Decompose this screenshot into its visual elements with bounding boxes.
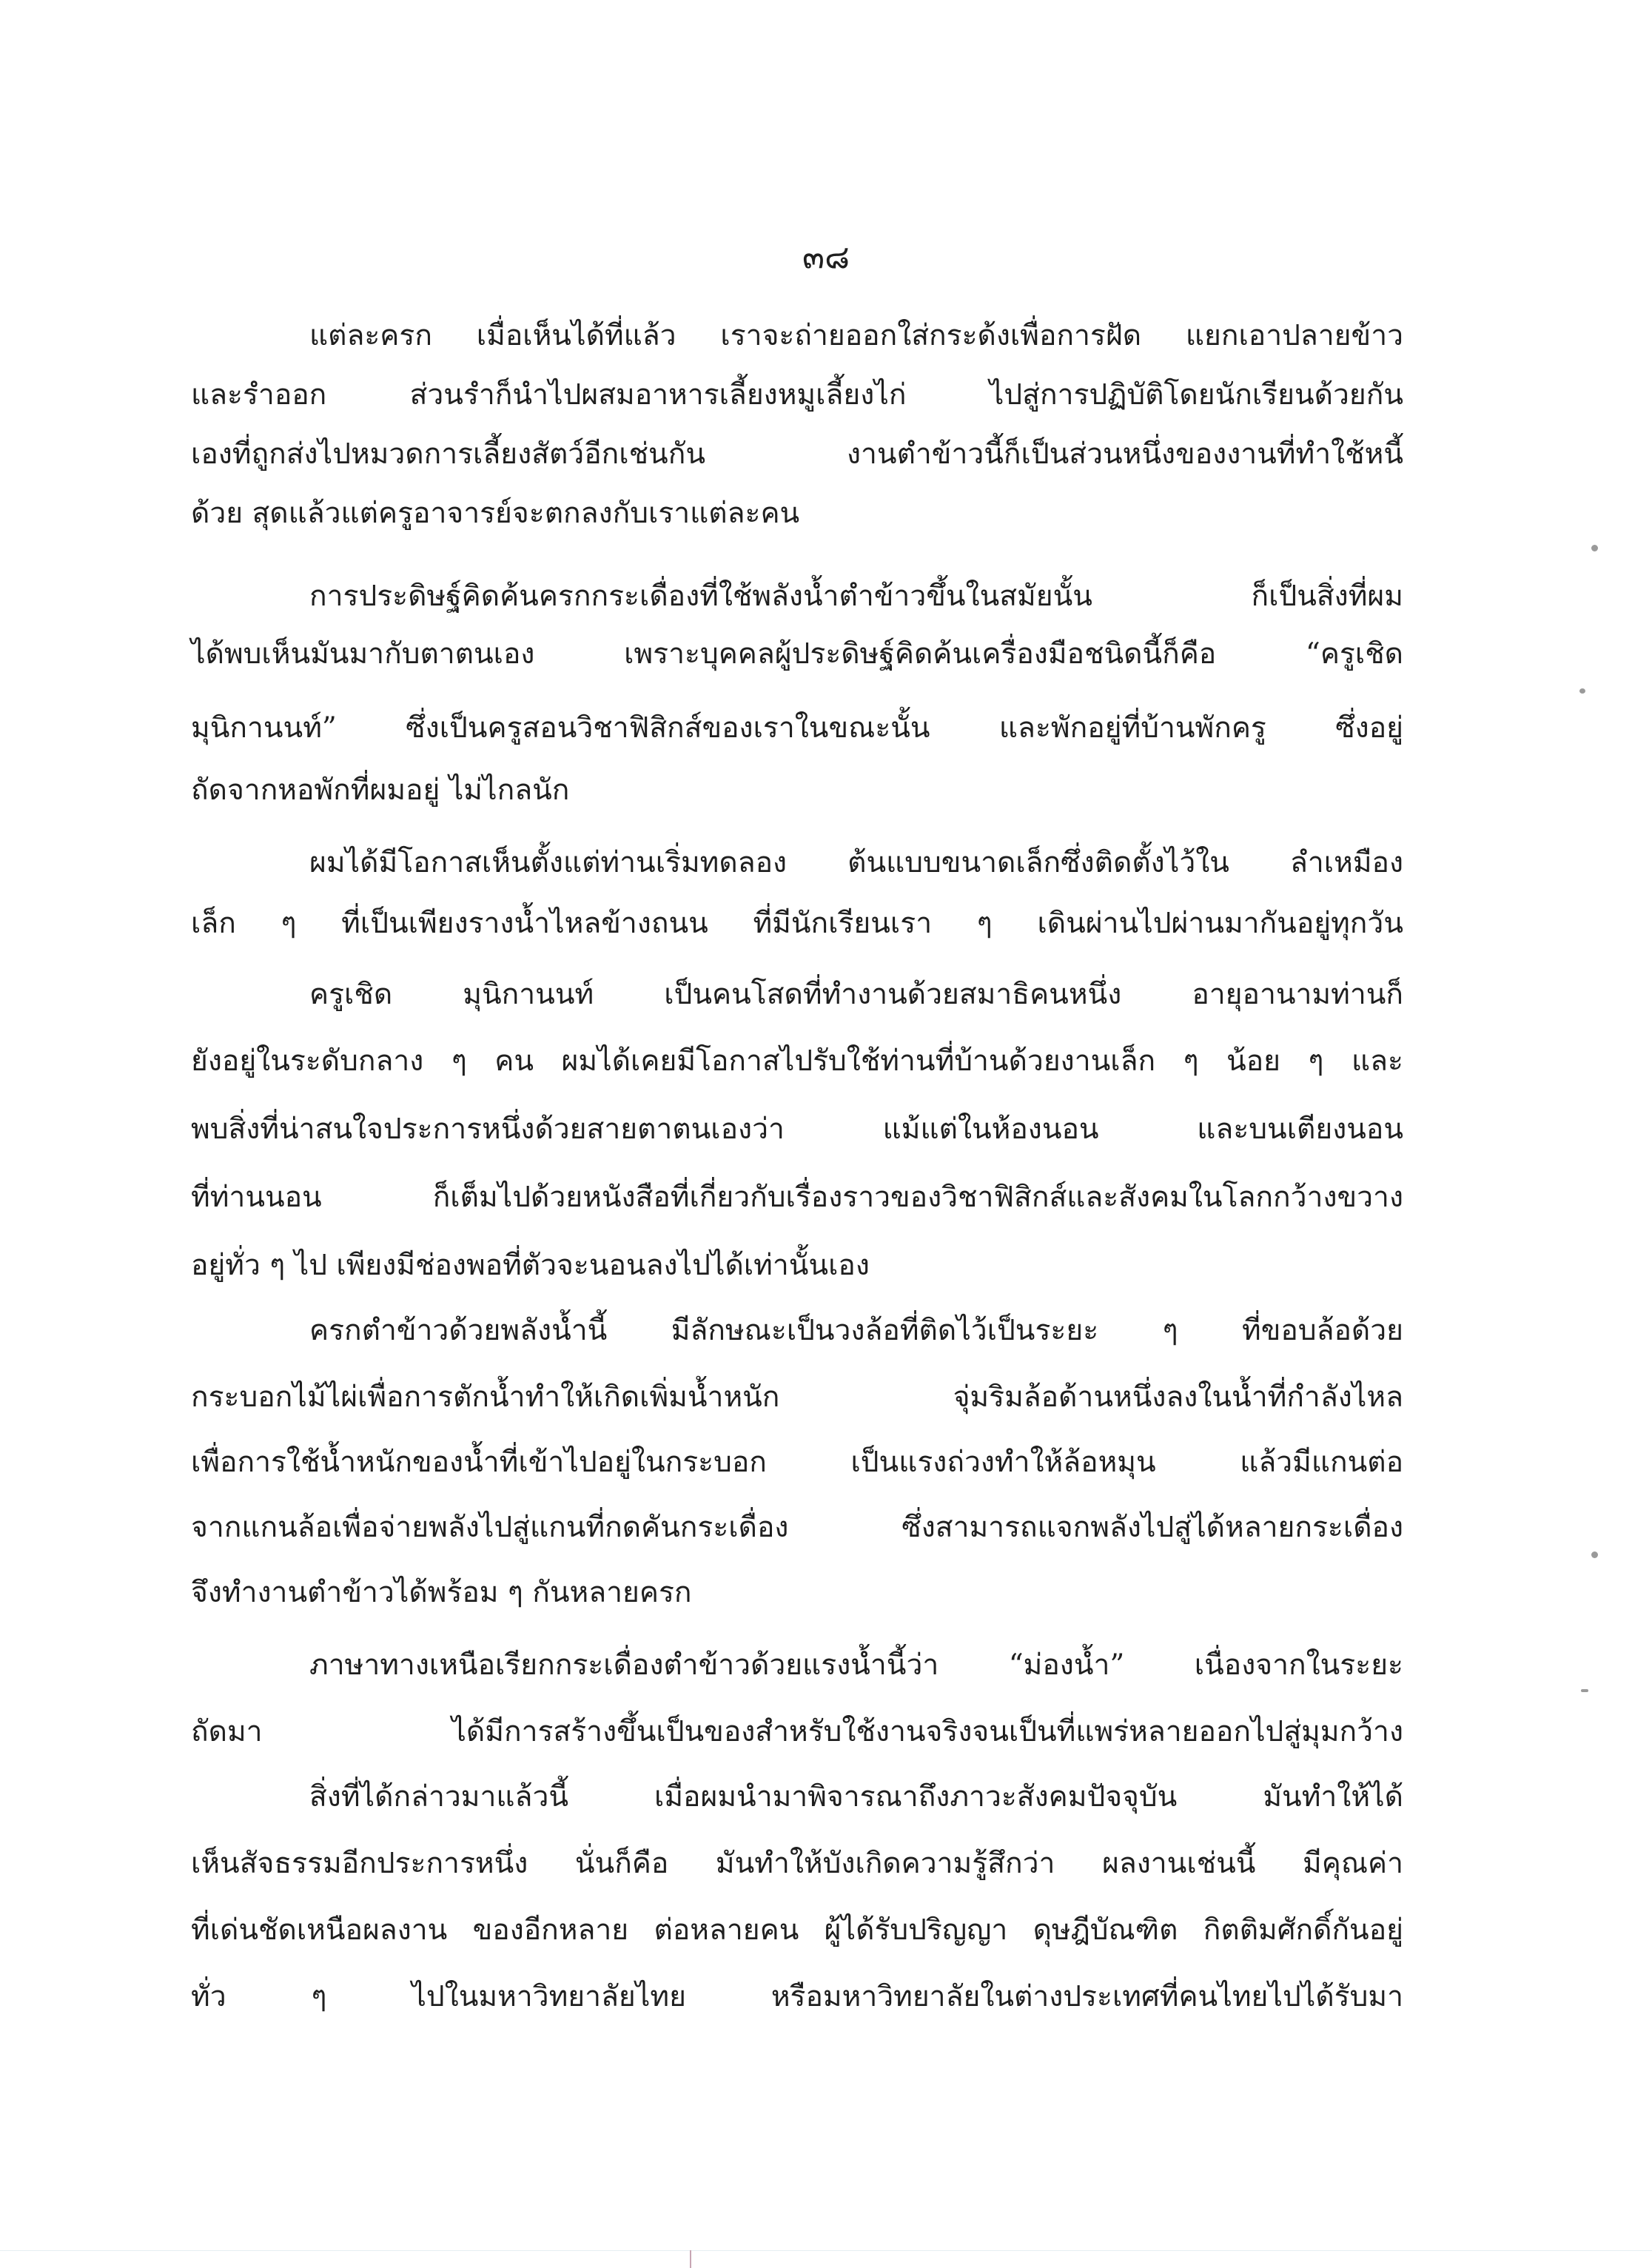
text-line: ยังอยู่ในระดับกลาง ๆ คน ผมได้เคยมีโอกาสไปรับใช้ท่านที่บ้านด้วยงานเล็ก ๆ น้อย ๆ และ: [191, 1044, 1403, 1078]
text-line: เองที่ถูกส่งไปหมวดการเลี้ยงสัตว์อีกเช่นกัน งานตำข้าวนี้ก็เป็นส่วนหนึ่งของงานที่ทำใช้หนี้: [191, 437, 1403, 471]
text-line: ด้วย สุดแล้วแต่ครูอาจารย์จะตกลงกับเราแต่ละคน: [191, 497, 800, 530]
text-line: พบสิ่งที่น่าสนใจประการหนึ่งด้วยสายตาตนเองว่า แม้แต่ในห้องนอน และบนเตียงนอน: [191, 1113, 1403, 1146]
text-line: ถัดมา ได้มีการสร้างขึ้นเป็นของสำหรับใช้งานจริงจนเป็นที่แพร่หลายออกไปสู่มุมกว้าง: [191, 1715, 1403, 1748]
text-line: จากแกนล้อเพื่อจ่ายพลังไปสู่แกนที่กดคันกระเดื่อง ซึ่งสามารถแจกพลังไปสู่ได้หลายกระเดื่อง: [191, 1511, 1403, 1544]
scan-mark: [690, 2250, 691, 2268]
text-line: ผมได้มีโอกาสเห็นตั้งแต่ท่านเริ่มทดลอง ต้นแบบขนาดเล็กซึ่งติดตั้งไว้ใน ลำเหมือง: [309, 846, 1403, 879]
scan-speck: [1591, 545, 1598, 551]
text-line: อยู่ทั่ว ๆ ไป เพียงมีช่องพอที่ตัวจะนอนลงไปได้เท่านั้นเอง: [191, 1249, 870, 1282]
text-line: ถัดจากหอพักที่ผมอยู่ ไม่ไกลนัก: [191, 774, 570, 807]
text-line: สิ่งที่ได้กล่าวมาแล้วนี้ เมื่อผมนำมาพิจารณาถึงภาวะสังคมปัจจุบัน มันทำให้ได้: [309, 1780, 1403, 1814]
text-line: การประดิษฐ์คิดค้นครกกระเดื่องที่ใช้พลังน้ำตำข้าวขึ้นในสมัยนั้น ก็เป็นสิ่งที่ผม: [309, 580, 1403, 613]
text-line: ทั่ว ๆ ไปในมหาวิทยาลัยไทย หรือมหาวิทยาลัยในต่างประเทศที่คนไทยไปได้รับมา: [191, 1980, 1403, 2013]
text-line: จึงทำงานตำข้าวได้พร้อม ๆ กันหลายครก: [191, 1576, 692, 1609]
text-line: ครูเชิด มุนิกานนท์ เป็นคนโสดที่ทำงานด้วยสมาธิคนหนึ่ง อายุอานามท่านก็: [309, 978, 1403, 1011]
text-line: ครกตำข้าวด้วยพลังน้ำนี้ มีลักษณะเป็นวงล้อที่ติดไว้เป็นระยะ ๆ ที่ขอบล้อด้วย: [309, 1314, 1403, 1347]
text-line: เล็ก ๆ ที่เป็นเพียงรางน้ำไหลข้างถนน ที่มีนักเรียนเรา ๆ เดินผ่านไปผ่านมากันอยู่ทุกวัน: [191, 907, 1403, 940]
text-line: ที่ท่านนอน ก็เต็มไปด้วยหนังสือที่เกี่ยวกับเรื่องราวของวิชาฟิสิกส์และสังคมในโลกกว้างขวาง: [191, 1181, 1403, 1214]
text-line: เพื่อการใช้น้ำหนักของน้ำที่เข้าไปอยู่ในกระบอก เป็นแรงถ่วงทำให้ล้อหมุน แล้วมีแกนต่อ: [191, 1446, 1403, 1479]
text-line: ภาษาทางเหนือเรียกกระเดื่องตำข้าวด้วยแรงน้ำนี้ว่า “ม่องน้ำ” เนื่องจากในระยะ: [309, 1648, 1403, 1682]
scan-edge: [0, 2250, 1652, 2251]
scan-speck: [1591, 1551, 1598, 1558]
text-line: เห็นสัจธรรมอีกประการหนึ่ง นั่นก็คือ มันทำให้บังเกิดความรู้สึกว่า ผลงานเช่นนี้ มีคุณค่า: [191, 1847, 1403, 1880]
text-line: ได้พบเห็นมันมากับตาตนเอง เพราะบุคคลผู้ประดิษฐ์คิดค้นเครื่องมือชนิดนี้ก็คือ “ครูเชิด: [191, 637, 1403, 671]
text-line: กระบอกไม้ไผ่เพื่อการตักน้ำทำให้เกิดเพิ่มน้ำหนัก จุ่มริมล้อด้านหนึ่งลงในน้ำที่กำลังไหล: [191, 1380, 1403, 1414]
page-number: ๓๘: [802, 238, 850, 276]
text-line: มุนิกานนท์” ซึ่งเป็นครูสอนวิชาฟิสิกส์ของเราในขณะนั้น และพักอยู่ที่บ้านพักครู ซึ่งอยู่: [191, 711, 1403, 745]
text-line: แต่ละครก เมื่อเห็นได้ที่แล้ว เราจะถ่ายออกใส่กระด้งเพื่อการฝัด แยกเอาปลายข้าว: [309, 319, 1403, 352]
scan-speck: [1579, 688, 1585, 694]
scan-speck: [1581, 1689, 1588, 1692]
text-line: ที่เด่นชัดเหนือผลงาน ของอีกหลาย ต่อหลายคน ผู้ได้รับปริญญา ดุษฎีบัณฑิต กิตติมศักดิ์กันอยู่: [191, 1913, 1403, 1947]
text-line: และรำออก ส่วนรำก็นำไปผสมอาหารเลี้ยงหมูเลี้ยงไก่ ไปสู่การปฏิบัติโดยนักเรียนด้วยกัน: [191, 378, 1403, 412]
